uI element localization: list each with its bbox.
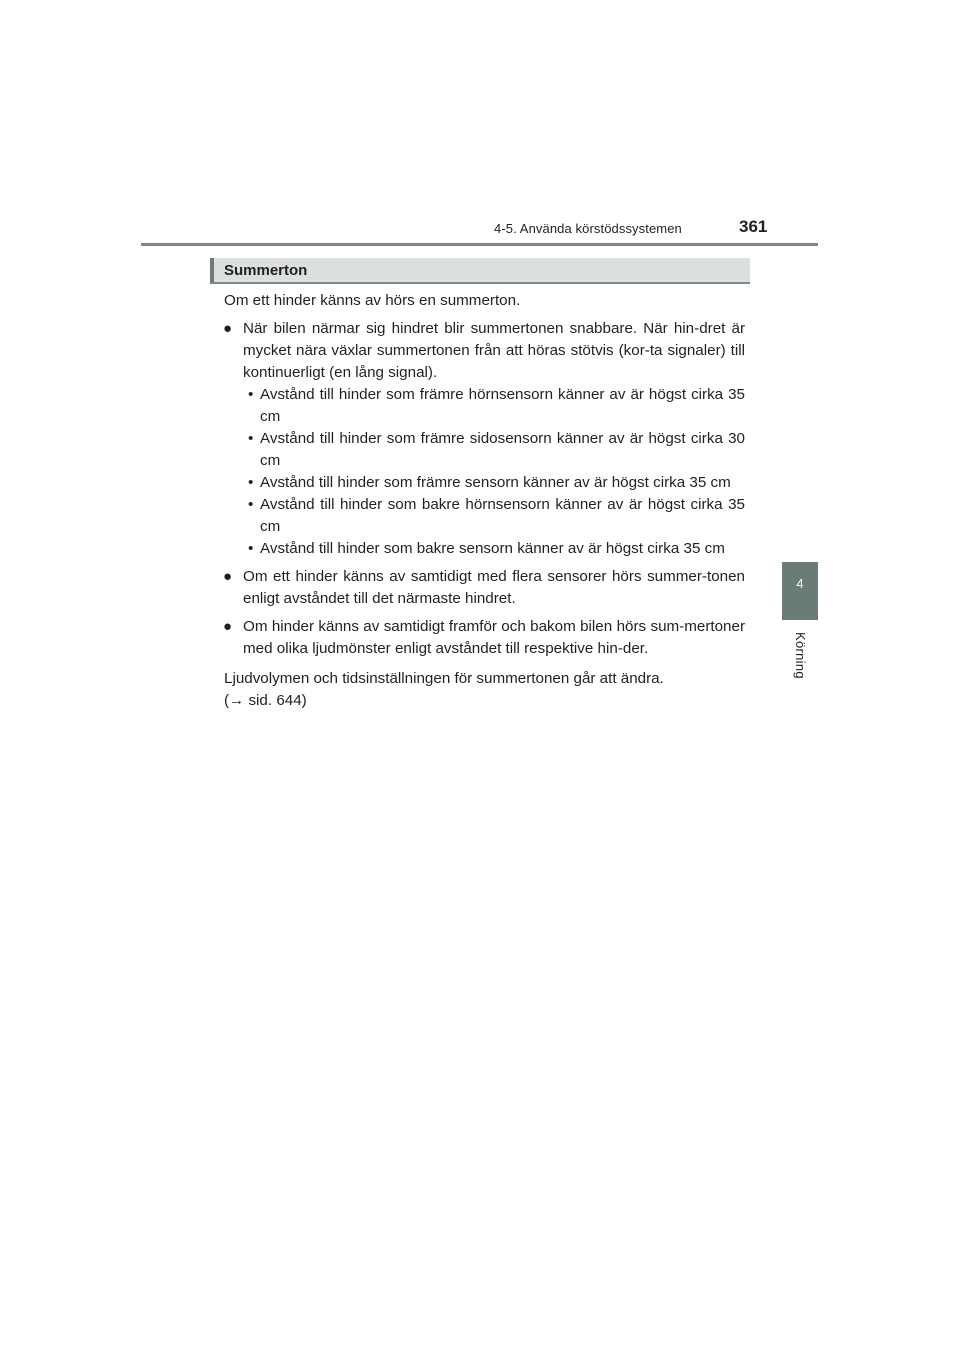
page-number: 361 xyxy=(739,217,768,236)
section-heading-bar xyxy=(210,258,750,284)
chapter-tab-label: Körning xyxy=(793,632,808,679)
section-heading-accent xyxy=(210,258,214,282)
bullet-item xyxy=(224,566,745,610)
sub-list-text: Avstånd till hinder som främre hörnsensorn känner av är högst cirka 35 cm xyxy=(260,386,745,425)
sub-list-item xyxy=(224,472,745,494)
sub-list-item xyxy=(224,494,745,538)
sub-list-text: Avstånd till hinder som främre sensorn känner av är högst cirka 35 cm xyxy=(260,474,731,491)
bullet-dot-icon: ● xyxy=(223,320,233,337)
section-title: Summerton xyxy=(224,262,308,279)
body-content xyxy=(224,290,745,712)
sub-bullet-marker: • xyxy=(248,474,254,491)
sub-list-item xyxy=(224,428,745,472)
closing-text: Ljudvolymen och tidsinställningen för summertonen går att ändra. xyxy=(224,670,664,687)
sub-list-item xyxy=(224,384,745,428)
header-divider xyxy=(141,243,818,246)
page-reference-link[interactable]: (→ sid. 644) xyxy=(224,692,307,709)
bullet-item xyxy=(224,318,745,560)
sub-bullet-marker: • xyxy=(248,430,254,447)
sub-bullet-marker: • xyxy=(248,540,254,557)
sub-list-text: Avstånd till hinder som bakre sensorn känner av är högst cirka 35 cm xyxy=(260,540,725,557)
bullet-dot-icon: ● xyxy=(223,568,233,585)
chapter-tab-number: 4 xyxy=(796,576,804,591)
sub-list-item xyxy=(224,538,745,560)
sub-list-text: Avstånd till hinder som bakre hörnsensorn känner av är högst cirka 35 cm xyxy=(260,496,745,535)
sub-bullet-marker: • xyxy=(248,386,254,403)
bullet-dot-icon: ● xyxy=(223,618,233,635)
bullet-text: När bilen närmar sig hindret blir summertonen snabbare. När hin-dret är mycket nära växlar summertonen från att höras stötvis (kor-ta signaler) till kontinuerligt (en lång signal). xyxy=(243,320,745,381)
running-header-section: 4-5. Använda körstödssystemen xyxy=(494,221,682,236)
sub-bullet-marker: • xyxy=(248,496,254,513)
closing-paragraph xyxy=(224,668,745,712)
bullet-item xyxy=(224,616,745,660)
bullet-text: Om ett hinder känns av samtidigt med flera sensorer hörs summer-tonen enligt avståndet till det närmaste hindret. xyxy=(243,568,745,607)
sub-list-text: Avstånd till hinder som främre sidosensorn känner av är högst cirka 30 cm xyxy=(260,430,745,469)
chapter-tab xyxy=(782,562,818,620)
intro-paragraph: Om ett hinder känns av hörs en summerton. xyxy=(224,292,521,309)
bullet-text: Om hinder känns av samtidigt framför och bakom bilen hörs sum-mertoner med olika ljudmönster enligt avståndet till respektive hin-der. xyxy=(243,618,745,657)
